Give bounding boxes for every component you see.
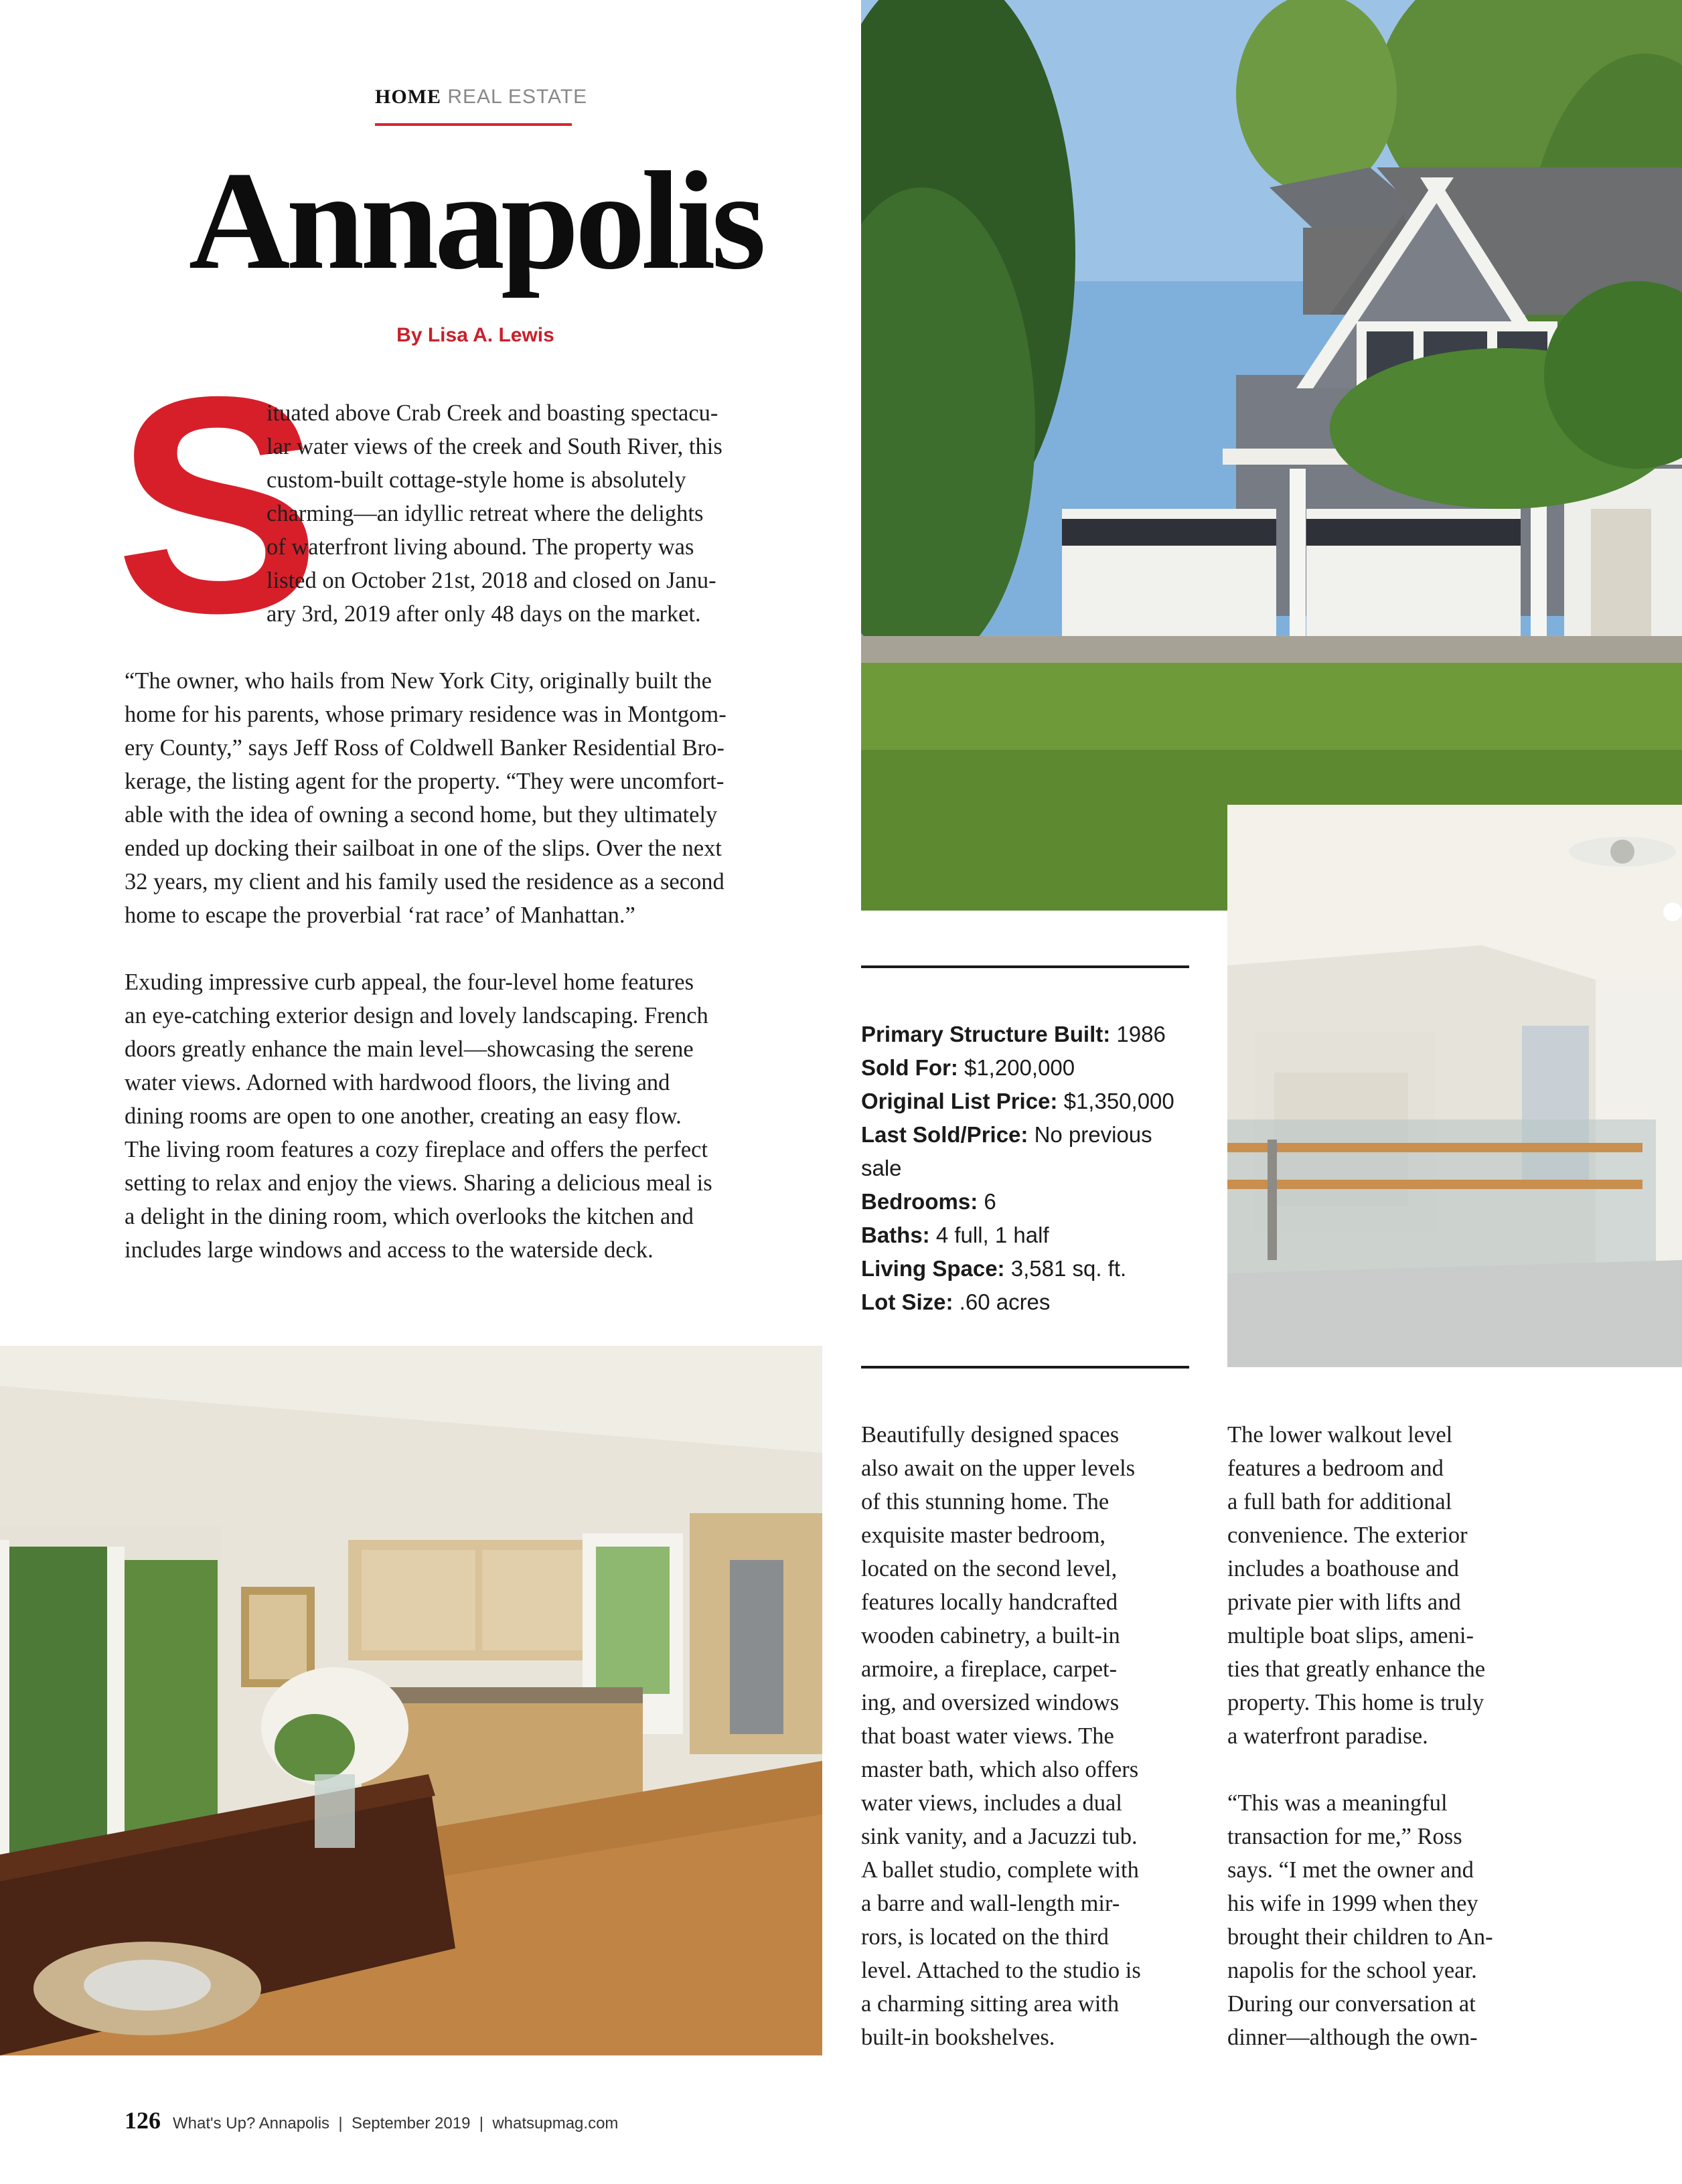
text-line: master bath, which also offers — [861, 1757, 1139, 1782]
text-line: that boast water views. The — [861, 1723, 1114, 1749]
text-line: convenience. The exterior — [1227, 1523, 1468, 1548]
text-line: ary 3rd, 2019 after only 48 days on the market. — [266, 601, 701, 627]
paragraph — [125, 965, 821, 1267]
fact-label: Sold For: — [861, 1055, 958, 1080]
text-line: located on the second level, — [861, 1556, 1118, 1581]
text-line: of waterfront living abound. The property was — [266, 534, 694, 560]
text-line: dining rooms are open to one another, creating an easy flow. — [125, 1103, 682, 1129]
intro-paragraph — [266, 396, 822, 631]
text-line: a waterfront paradise. — [1227, 1723, 1428, 1749]
text-line: charming—an idyllic retreat where the delights — [266, 501, 704, 526]
footer-text: What's Up? Annapolis | September 2019 | whatsupmag.com — [173, 2114, 619, 2132]
text-line: doors greatly enhance the main level—showcasing the serene — [125, 1036, 694, 1062]
text-line: also await on the upper levels — [861, 1456, 1136, 1481]
fact-row — [861, 1285, 1193, 1319]
fact-box-top-rule — [861, 965, 1189, 968]
text-line: a full bath for additional — [1227, 1489, 1452, 1514]
text-line: home to escape the proverbial ‘rat race’ of Manhattan.” — [125, 903, 635, 928]
text-line: transaction for me,” Ross — [1227, 1824, 1462, 1849]
text-line: A ballet studio, complete with — [861, 1857, 1139, 1883]
text-line: built-in bookshelves. — [861, 2025, 1055, 2050]
section-rule — [375, 123, 572, 126]
fact-row — [861, 1051, 1193, 1085]
text-line: kerage, the listing agent for the property. “They were uncomfort- — [125, 769, 724, 794]
text-line: property. This home is truly — [1227, 1690, 1484, 1715]
fact-value: $1,350,000 — [1057, 1089, 1174, 1113]
article-column-2 — [861, 1418, 1203, 2054]
section-label — [375, 86, 588, 108]
fact-value: 3,581 sq. ft. — [1004, 1256, 1127, 1281]
paragraph — [1227, 1786, 1576, 2054]
text-line: listed on October 21st, 2018 and closed on Janu- — [266, 568, 716, 593]
text-line: says. “I met the owner and — [1227, 1857, 1474, 1883]
text-line: level. Attached to the studio is — [861, 1958, 1141, 1983]
text-line: brought their children to An- — [1227, 1924, 1493, 1950]
text-line: able with the idea of owning a second home, but they ultimately — [125, 802, 718, 828]
text-line: his wife in 1999 when they — [1227, 1891, 1478, 1916]
fact-label: Last Sold/Price: — [861, 1122, 1028, 1147]
fact-row — [861, 1185, 1193, 1219]
text-line: “The owner, who hails from New York City, originally built the — [125, 668, 712, 694]
drop-cap: S — [115, 333, 321, 677]
text-line: 32 years, my client and his family used the residence as a second — [125, 869, 724, 894]
paragraph — [1227, 1418, 1576, 1753]
text-line: private pier with lifts and — [1227, 1589, 1461, 1615]
text-line: ties that greatly enhance the — [1227, 1656, 1486, 1682]
fact-row — [861, 1252, 1193, 1285]
text-line: The living room features a cozy fireplace and offers the perfect — [125, 1137, 708, 1162]
text-line: wooden cabinetry, a built-in — [861, 1623, 1120, 1648]
fact-value: 4 full, 1 half — [929, 1223, 1049, 1247]
text-line: During our conversation at — [1227, 1991, 1476, 2017]
text-line: an eye-catching exterior design and lovely landscaping. French — [125, 1003, 708, 1028]
text-line: a delight in the dining room, which overlooks the kitchen and — [125, 1204, 694, 1229]
text-line: ended up docking their sailboat in one of the slips. Over the next — [125, 836, 722, 861]
fact-value: No previous sale — [861, 1122, 1152, 1180]
text-line: ing, and oversized windows — [861, 1690, 1120, 1715]
fact-value: $1,200,000 — [958, 1055, 1075, 1080]
page-title: Annapolis — [188, 143, 763, 299]
text-line: Exuding impressive curb appeal, the four-level home features — [125, 969, 694, 995]
fact-value: .60 acres — [953, 1290, 1051, 1314]
text-line: lar water views of the creek and South River, this — [266, 434, 722, 459]
fact-label: Original List Price: — [861, 1089, 1058, 1113]
fact-value: 6 — [978, 1189, 996, 1214]
fact-label: Baths: — [861, 1223, 930, 1247]
text-line: armoire, a fireplace, carpet- — [861, 1656, 1118, 1682]
text-line: multiple boat slips, ameni- — [1227, 1623, 1474, 1648]
fact-box-bottom-rule — [861, 1366, 1189, 1369]
article-column-1 — [125, 664, 821, 1267]
section-primary: HOME — [375, 86, 441, 108]
fact-row — [861, 1085, 1193, 1118]
text-line: The lower walkout level — [1227, 1422, 1453, 1448]
text-line: features locally handcrafted — [861, 1589, 1118, 1615]
fact-label: Bedrooms: — [861, 1189, 978, 1214]
fact-value: 1986 — [1110, 1022, 1166, 1046]
text-line: home for his parents, whose primary residence was in Montgom- — [125, 702, 727, 727]
fact-row — [861, 1219, 1193, 1252]
page-footer — [125, 2106, 928, 2134]
paragraph — [125, 664, 821, 932]
article-column-3 — [1227, 1418, 1576, 2054]
text-line: napolis for the school year. — [1227, 1958, 1477, 1983]
exterior-photo — [861, 0, 1682, 911]
text-line: water views, includes a dual — [861, 1790, 1122, 1816]
text-line: setting to relax and enjoy the views. Sharing a delicious meal is — [125, 1170, 712, 1196]
fact-label: Primary Structure Built: — [861, 1022, 1111, 1046]
text-line: Beautifully designed spaces — [861, 1422, 1120, 1448]
text-line: of this stunning home. The — [861, 1489, 1110, 1514]
text-line: features a bedroom and — [1227, 1456, 1444, 1481]
text-line: a barre and wall-length mir- — [861, 1891, 1120, 1916]
byline: By Lisa A. Lewis — [396, 324, 554, 346]
fact-box — [861, 1018, 1193, 1319]
text-line: includes large windows and access to the waterside deck. — [125, 1237, 654, 1263]
page-number: 126 — [125, 2107, 161, 2134]
fact-label: Lot Size: — [861, 1290, 953, 1314]
text-line: “This was a meaningful — [1227, 1790, 1448, 1816]
fact-label: Living Space: — [861, 1256, 1005, 1281]
text-line: rors, is located on the third — [861, 1924, 1109, 1950]
fact-row — [861, 1118, 1193, 1185]
text-line: ery County,” says Jeff Ross of Coldwell Banker Residential Bro- — [125, 735, 724, 761]
fact-row — [861, 1018, 1193, 1051]
text-line: water views. Adorned with hardwood floors, the living and — [125, 1070, 670, 1095]
text-line: custom-built cottage-style home is absolutely — [266, 467, 686, 493]
section-secondary: REAL ESTATE — [447, 86, 588, 108]
dining-kitchen-photo — [0, 1346, 822, 2055]
text-line: includes a boathouse and — [1227, 1556, 1459, 1581]
text-line: dinner—although the own- — [1227, 2025, 1478, 2050]
ballet-studio-photo — [1227, 805, 1682, 1367]
text-line: ituated above Crab Creek and boasting spectacu- — [266, 400, 718, 426]
text-line: a charming sitting area with — [861, 1991, 1120, 2017]
text-line: sink vanity, and a Jacuzzi tub. — [861, 1824, 1138, 1849]
text-line: exquisite master bedroom, — [861, 1523, 1106, 1548]
